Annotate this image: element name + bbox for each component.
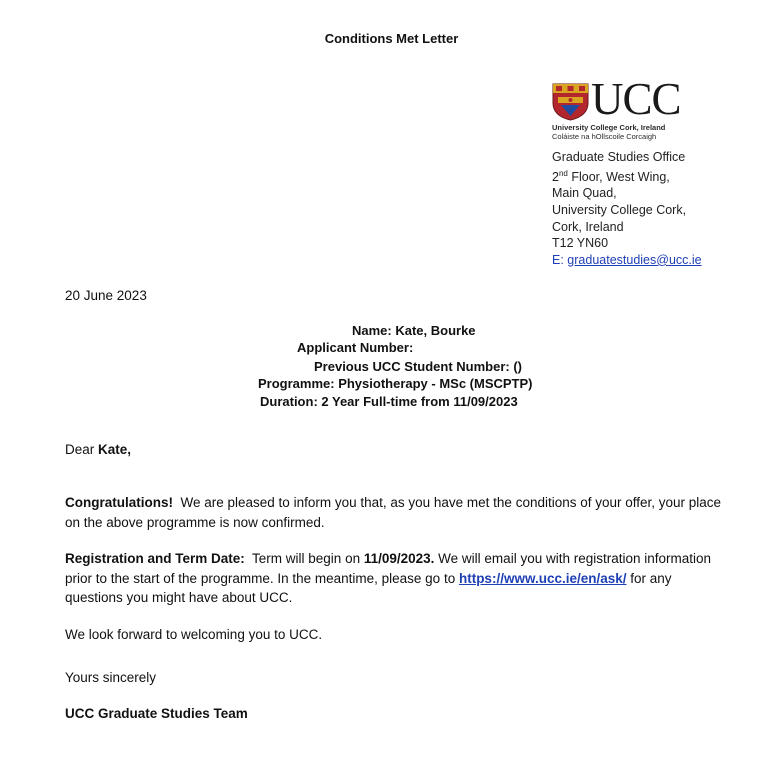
applicant-number: Applicant Number:: [297, 340, 414, 355]
address-quad: Main Quad,: [552, 186, 617, 201]
ucc-crest-icon: [552, 83, 589, 121]
applicant-name: Name: Kate, Bourke: [352, 323, 476, 338]
welcome-paragraph: We look forward to welcoming you to UCC.: [65, 627, 323, 642]
email-link[interactable]: graduatestudies@ucc.ie: [567, 252, 702, 267]
address-college: University College Cork,: [552, 202, 687, 217]
programme: Programme: Physiotherapy - MSc (MSCPTP): [258, 376, 533, 391]
letter-date: 20 June 2023: [65, 288, 147, 303]
signature: UCC Graduate Studies Team: [65, 706, 248, 721]
address-floor: 2nd Floor, West Wing,: [552, 168, 670, 184]
salutation: Dear Kate,: [65, 442, 132, 457]
duration: Duration: 2 Year Full-time from 11/09/2023: [260, 394, 518, 409]
registration-paragraph: Registration and Term Date: Term will begin on 11/09/2023. We will email you with registration information prior to the start of the programme. In the meantime, please go to https://www.ucc.ie/en/ask/ for any questions you might have about UCC.: [65, 551, 712, 605]
address-office: Graduate Studies Office: [552, 150, 686, 164]
address-postcode: T12 YN60: [552, 236, 609, 251]
office-address: [552, 149, 702, 268]
logo-irish-name: Coláiste na hOllscoile Corcaigh: [552, 132, 657, 141]
address-email: E: graduatestudies@ucc.ie: [552, 252, 702, 267]
address-city: Cork, Ireland: [552, 219, 624, 234]
congratulations-paragraph: Congratulations! We are pleased to inform you that, as you have met the conditions of your offer, your place on the above programme is now confirmed.: [65, 495, 725, 530]
previous-student-number: Previous UCC Student Number: (): [314, 359, 523, 374]
ask-ucc-link[interactable]: https://www.ucc.ie/en/ask/: [458, 570, 627, 586]
closing: Yours sincerely: [65, 670, 157, 685]
ucc-wordmark: UCC: [591, 74, 681, 124]
logo-english-name: University College Cork, Ireland: [552, 123, 666, 132]
document-title: Conditions Met Letter: [324, 31, 459, 46]
